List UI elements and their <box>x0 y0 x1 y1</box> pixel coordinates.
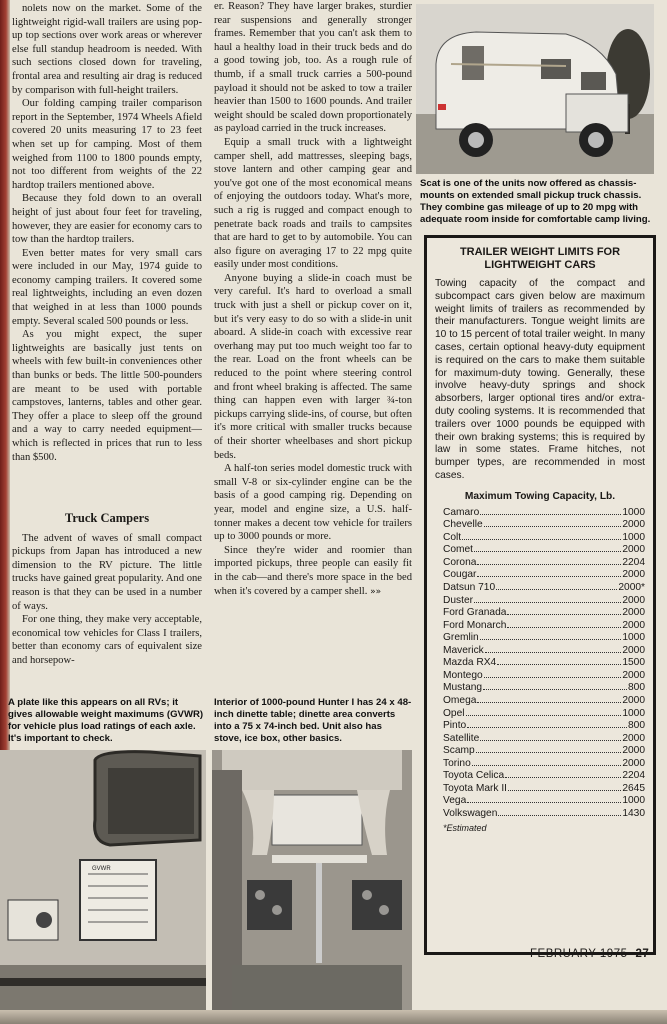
table-row <box>443 532 645 545</box>
towing-capacity: 2000 <box>622 745 645 757</box>
car-model: Mustang <box>443 682 483 694</box>
page-footer <box>530 948 649 960</box>
towing-capacity: 1000 <box>622 707 645 719</box>
towing-capacity: 2000 <box>622 694 645 706</box>
leader-dots <box>480 740 621 741</box>
table-row <box>443 607 645 620</box>
car-model: Chevelle <box>443 519 483 531</box>
leader-dots <box>472 765 622 766</box>
paragraph: For one thing, they make very acceptable, economical tow vehicles for Class I trailers, better than economy cars of equivalent size and horsepow- <box>12 614 202 666</box>
car-model: Datsun 710 <box>443 582 496 594</box>
towing-capacity: 1500 <box>622 657 645 669</box>
leader-dots <box>484 677 622 678</box>
leader-dots <box>477 564 621 565</box>
table-row <box>443 569 645 582</box>
car-model: Montego <box>443 669 483 681</box>
leader-dots <box>462 539 621 540</box>
plate-label: GVWR <box>92 866 111 872</box>
table-row <box>443 557 645 570</box>
car-model: Gremlin <box>443 632 479 644</box>
car-model: Satellite <box>443 732 480 744</box>
table-row <box>443 695 645 708</box>
leader-dots <box>508 790 621 791</box>
article-column-2 <box>214 0 412 688</box>
towing-capacity: 800 <box>628 720 645 732</box>
towing-capacity: 2000 <box>622 669 645 681</box>
car-model: Volkswagen <box>443 807 498 819</box>
towing-capacity: 2000 <box>622 594 645 606</box>
towing-capacity: 2645 <box>622 782 645 794</box>
table-row <box>443 795 645 808</box>
car-model: Torino <box>443 757 471 769</box>
leader-dots <box>480 514 621 515</box>
towing-capacity: 1000 <box>622 795 645 807</box>
table-row <box>443 733 645 746</box>
table-heading: Maximum Towing Capacity, Lb. <box>464 490 616 502</box>
table-footnote: *Estimated <box>443 823 487 834</box>
car-model: Mazda RX4 <box>443 657 497 669</box>
table-row <box>443 632 645 645</box>
car-model: Opel <box>443 707 465 719</box>
paragraph: Because they fold down to an overall height of just about four feet for traveling, however, they are easier for economy cars to tow than the hardtop trailers. <box>12 193 202 246</box>
car-model: Comet <box>443 544 474 556</box>
towing-capacity: 2000 <box>622 757 645 769</box>
leader-dots <box>483 689 627 690</box>
towing-capacity: 2000 <box>622 644 645 656</box>
towing-capacity: 1000 <box>622 506 645 518</box>
car-model: Ford Granada <box>443 607 507 619</box>
leader-dots <box>507 614 621 615</box>
leader-dots <box>484 526 622 527</box>
table-row <box>443 770 645 783</box>
paragraph: Our folding camping trailer comparison report in the September, 1974 Wheels Afield covered 20 units measuring 17 to 23 feet when set up for camping. Most of them weighed from 1100 to 1800 pounds empty, not too different from weights of the 22 hardtop trailers mentioned above. <box>12 98 202 191</box>
paragraph-text: Since they're wider and roomier than imported pickups, three people can easily fit in the cab—and there's more space in the bed when it's covered by a camper shell. <box>214 544 412 597</box>
leader-dots <box>477 702 621 703</box>
car-model: Scamp <box>443 745 475 757</box>
towing-capacity: 2000* <box>618 582 645 594</box>
car-model: Duster <box>443 594 474 606</box>
towing-capacity: 2000 <box>622 519 645 531</box>
sidebar-text: Towing capacity of the compact and subcompact cars given below are maximum weight limits of trailers as recommended by their manufacturers. Tongue weight limits are 10 to 15 percent of total trailer weight. In many cases, certain optional heavy-duty equipment is required on the cars to make them suitable for maximum-duty towing. Generally, these involve heavy-duty springs and shock absorbers, larger optional tires and/or extra-duty cooling systems. It is recommended that trailers over 1000 pounds be equipped with their own braking systems; this is required by law in some states. Frame hitches, not bumper types, are recommended in most cases. <box>435 278 645 481</box>
leader-dots <box>497 664 621 665</box>
table-row <box>443 645 645 658</box>
camper-truck-photo <box>416 4 654 174</box>
paragraph: Anyone buying a slide-in coach must be very careful. It's hard to overload a small truck with just a shell or pickup cover on it, but it's very easy to do so with a slide-in unit aboard. A slide-in coach with excessive rear overhang may put too much weight too far to the rear. Load on the front wheels can be reduced to the point where steering control and front wheel braking is affected. The same thing can happen even with larger ¾-ton pickups carrying slide-ins, of course, but often it's more critical with smaller trucks because of their shorter wheelbases and short pickup beds. <box>214 272 412 461</box>
leader-dots <box>505 777 621 778</box>
table-row <box>443 670 645 683</box>
paragraph: A half-ton series model domestic truck with small V-8 or six-cylinder engine can be the basis of a good camping rig. Depending on year, model and engine size, a U.S. half-tonner makes a decent tow vehicle for trailers up to 3000 pounds or more. <box>214 463 412 543</box>
car-model: Ford Monarch <box>443 619 507 631</box>
car-model: Camaro <box>443 506 480 518</box>
table-row <box>443 657 645 670</box>
towing-capacity: 2000 <box>622 732 645 744</box>
section-heading: Truck Campers <box>64 511 150 525</box>
table-row <box>443 758 645 771</box>
weight-plate-photo <box>0 750 206 1012</box>
car-model: Omega <box>443 694 477 706</box>
leader-dots <box>480 639 622 640</box>
towing-capacity: 1000 <box>622 531 645 543</box>
towing-capacity: 2204 <box>622 770 645 782</box>
table-row <box>443 808 645 821</box>
sidebar-title: TRAILER WEIGHT LIMITS FOR LIGHTWEIGHT CARS <box>459 246 621 271</box>
camper-photo-caption: Scat is one of the units now offered as chassis-mounts on extended small pickup truck chassis. They combine gas mileage of up to 20 mpg with adequate room inside for comfortable camp living. <box>420 178 651 225</box>
leader-dots <box>485 652 622 653</box>
leader-dots <box>507 627 621 628</box>
dinette-illustration <box>212 750 412 1012</box>
weight-plate-illustration <box>0 750 206 1012</box>
towing-capacity: 1000 <box>622 632 645 644</box>
table-row <box>443 582 645 595</box>
paragraph: Equip a small truck with a lightweight camper shell, add mattresses, sleeping bags, stove lantern and other camping gear and you've got one of the most economical means of enjoying the outdoors today. What's more, such a rig is rugged and compact enough to penetrate back roads and trails to campsites that are hard to get to by automobile. You can also figure on averaging 17 to 22 mpg quite easily under most conditions. <box>214 136 412 271</box>
towing-capacity: 2000 <box>622 619 645 631</box>
article-column-1-lower <box>12 508 202 690</box>
leader-dots <box>496 589 617 590</box>
issue-date: FEBRUARY 1975 <box>530 948 628 960</box>
car-model: Corona <box>443 556 477 568</box>
leader-dots <box>467 727 627 728</box>
towing-table <box>443 507 645 821</box>
leader-dots <box>476 752 622 753</box>
table-row <box>443 507 645 520</box>
towing-capacity: 2204 <box>622 556 645 568</box>
car-model: Colt <box>443 531 462 543</box>
towing-capacity: 800 <box>628 682 645 694</box>
paragraph: The advent of waves of small compact pickups from Japan has introduced a new dimension to the RV picture. The little trucks have gained great popularity. And one reason is that they can be used in a number of ways. <box>12 532 202 612</box>
table-row <box>443 783 645 796</box>
paragraph: Even better mates for very small cars were included in our May, 1974 guide to economy camping trailers. It covered some real lightweights, including an even dozen that weighed in at less than 1000 pounds empty. Several scaled 500 pounds or less. <box>12 247 202 327</box>
table-row <box>443 544 645 557</box>
car-model: Vega <box>443 795 467 807</box>
table-row <box>443 620 645 633</box>
car-model: Maverick <box>443 644 484 656</box>
article-column-1 <box>12 2 202 492</box>
paragraph: nolets now on the market. Some of the lightweight rigid-wall trailers are using pop-up top sections over work areas or wherever else full standup headroom is needed. With such sections closed down for traveling, frontal area and resulting air drag is reduced by comparison with full-height trailers. <box>12 3 202 96</box>
dinette-interior-photo <box>212 750 412 1012</box>
car-model: Toyota Mark II <box>443 782 507 794</box>
towing-capacity: 2000 <box>622 544 645 556</box>
towing-capacity: 2000 <box>622 607 645 619</box>
table-row <box>443 682 645 695</box>
camper-truck-illustration <box>416 4 654 174</box>
table-row <box>443 745 645 758</box>
paragraph: As you might expect, the super lightweights are basically just tents on wheels with few built-in conveniences other than bunks or beds. The little 500-pounders are meant to be used with portable campstoves, lanterns, tables and other gear. They offer a place to sleep off the ground and a way to carry needed equipment—which is reflected in prices that run to less than $500. <box>12 329 202 463</box>
car-model: Pinto <box>443 720 467 732</box>
table-row <box>443 720 645 733</box>
leader-dots <box>498 815 621 816</box>
towing-capacity: 2000 <box>622 569 645 581</box>
table-row <box>443 595 645 608</box>
car-model: Toyota Celica <box>443 770 505 782</box>
leader-dots <box>474 602 621 603</box>
leader-dots <box>474 551 621 552</box>
page-number: 27 <box>635 948 650 960</box>
car-model: Cougar <box>443 569 477 581</box>
continued-arrows: »» <box>370 586 382 597</box>
towing-capacity-sidebar <box>424 235 656 955</box>
table-row <box>443 708 645 721</box>
leader-dots <box>466 715 622 716</box>
towing-capacity: 1430 <box>622 807 645 819</box>
page-bottom-edge <box>0 1010 667 1024</box>
table-row <box>443 519 645 532</box>
plate-photo-caption: A plate like this appears on all RVs; it gives allowable weight maximums (GVWR) for vehicle plus load ratings of each axle. It's important to check. <box>8 697 204 744</box>
paragraph: er. Reason? They have larger brakes, sturdier rear suspensions and generally stronger frames. Remember that you can't ask them to haul a healthy load in their truck beds and do a good towing job, too. As a rough rule of thumb, if a small truck carries a 500-pound payload it should not be asked to tow a trailer heavier than 1500 to 1600 pounds. And trailer weight should be scaled down proportionately as payload carried in the truck increases. <box>214 1 412 135</box>
paragraph <box>214 544 412 599</box>
leader-dots <box>477 576 621 577</box>
leader-dots <box>467 802 621 803</box>
dinette-photo-caption: Interior of 1000-pound Hunter I has 24 x 48-inch dinette table; dinette area converts into a 75 x 74-inch bed. Unit also has stove, ice box, other basics. <box>214 697 412 744</box>
